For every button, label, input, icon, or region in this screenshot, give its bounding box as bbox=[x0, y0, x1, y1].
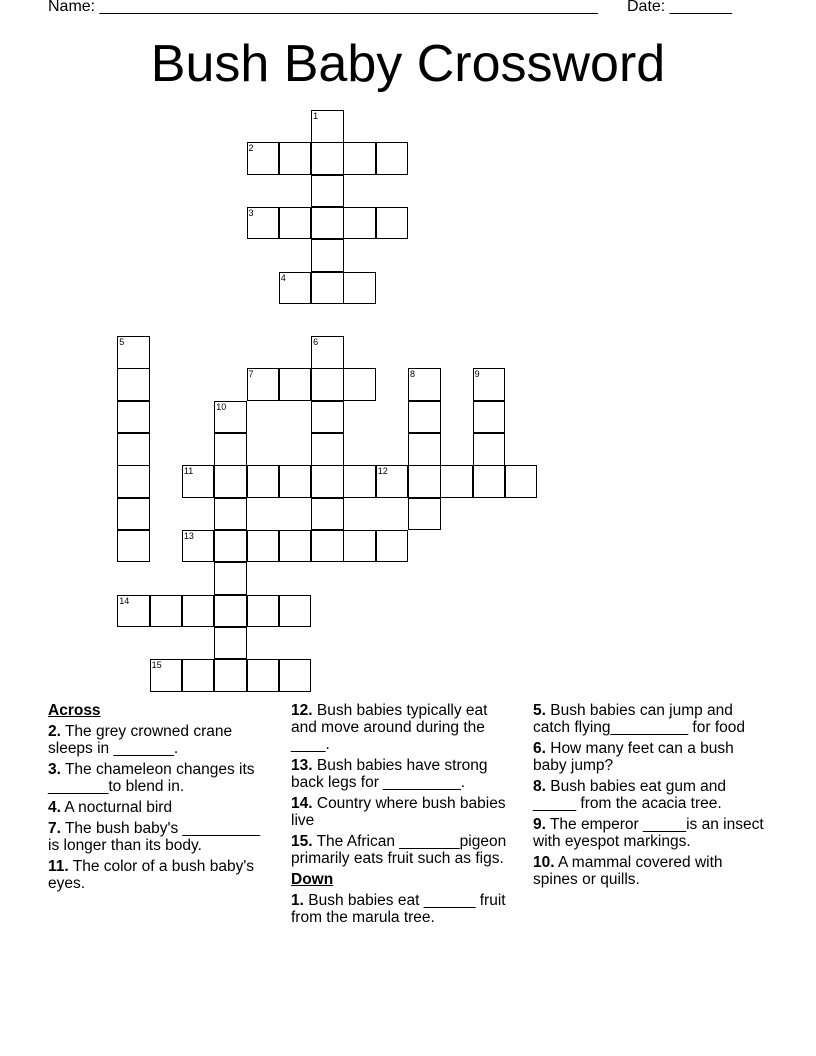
grid-cell[interactable] bbox=[279, 272, 312, 305]
grid-cell[interactable] bbox=[473, 433, 506, 466]
grid-cell[interactable] bbox=[214, 627, 247, 660]
clues-column-3 bbox=[533, 702, 768, 892]
grid-cell[interactable] bbox=[376, 142, 409, 175]
grid-cell[interactable] bbox=[343, 207, 376, 240]
grid-cell[interactable] bbox=[214, 401, 247, 434]
grid-cell[interactable] bbox=[376, 530, 409, 563]
grid-cell[interactable] bbox=[117, 401, 150, 434]
grid-cell[interactable] bbox=[311, 368, 344, 401]
grid-cell[interactable] bbox=[214, 659, 247, 692]
clue bbox=[48, 820, 273, 854]
clue bbox=[533, 778, 768, 812]
grid-cell[interactable] bbox=[182, 465, 215, 498]
grid-cell[interactable] bbox=[279, 207, 312, 240]
grid-cell[interactable] bbox=[150, 659, 183, 692]
grid-cell[interactable] bbox=[343, 142, 376, 175]
grid-cell[interactable] bbox=[214, 433, 247, 466]
clues-column-1 bbox=[48, 702, 273, 896]
page-title: Bush Baby Crossword bbox=[150, 35, 666, 93]
grid-cell[interactable] bbox=[311, 401, 344, 434]
clue-number: 6. bbox=[533, 740, 546, 757]
clue-number: 8. bbox=[533, 778, 546, 795]
grid-cell[interactable] bbox=[408, 433, 441, 466]
grid-cell[interactable] bbox=[440, 465, 473, 498]
clue bbox=[291, 833, 516, 867]
clue-number: 1 bbox=[313, 111, 319, 121]
grid-cell[interactable] bbox=[117, 368, 150, 401]
clue-text: Country where bush babies live bbox=[291, 795, 506, 829]
clue-number: 12 bbox=[377, 466, 388, 477]
grid-cell[interactable] bbox=[311, 336, 344, 369]
grid-cell[interactable] bbox=[376, 465, 409, 498]
clue-text: The chameleon changes its _______to blend in. bbox=[48, 761, 255, 795]
clue-number: 5 bbox=[119, 337, 125, 348]
grid-cell[interactable] bbox=[279, 595, 312, 628]
clue bbox=[48, 858, 273, 892]
clue-number: 2 bbox=[248, 143, 254, 154]
grid-cell[interactable] bbox=[247, 368, 280, 401]
grid-cell[interactable] bbox=[473, 368, 506, 401]
clue-text: The color of a bush baby's eyes. bbox=[48, 858, 255, 892]
grid-cell[interactable] bbox=[311, 465, 344, 498]
grid-cell[interactable] bbox=[311, 175, 344, 208]
clue-number: 11 bbox=[183, 466, 194, 477]
clue-number: 10. bbox=[533, 854, 555, 871]
grid-cell[interactable] bbox=[473, 465, 506, 498]
grid-cell[interactable] bbox=[247, 465, 280, 498]
grid-cell[interactable] bbox=[505, 465, 538, 498]
grid-cell[interactable] bbox=[214, 465, 247, 498]
grid-cell[interactable] bbox=[117, 336, 150, 369]
grid-cell[interactable] bbox=[311, 207, 344, 240]
clue bbox=[533, 740, 768, 774]
grid-cell[interactable] bbox=[343, 465, 376, 498]
clue-text: The African _______pigeon primarily eats fruit such as figs. bbox=[291, 833, 507, 867]
grid-cell[interactable] bbox=[182, 595, 215, 628]
clue-text: How many feet can a bush baby jump? bbox=[533, 740, 734, 774]
clue-number: 9. bbox=[533, 816, 546, 833]
clue-number: 7 bbox=[248, 369, 254, 380]
clue-text: A nocturnal bird bbox=[60, 799, 173, 816]
grid-cell[interactable] bbox=[311, 272, 344, 305]
grid-cell[interactable] bbox=[408, 498, 441, 531]
clue-number: 15. bbox=[291, 833, 313, 850]
clue-number: 6 bbox=[313, 337, 319, 348]
grid-cell[interactable] bbox=[247, 659, 280, 692]
grid-cell[interactable] bbox=[247, 595, 280, 628]
grid-cell[interactable] bbox=[117, 530, 150, 563]
grid-cell[interactable] bbox=[408, 401, 441, 434]
grid-cell[interactable] bbox=[311, 498, 344, 531]
clues-column-2 bbox=[291, 702, 516, 930]
clue-number: 15 bbox=[151, 660, 162, 671]
clue bbox=[533, 854, 768, 888]
down-heading: Down bbox=[291, 871, 334, 888]
grid-cell[interactable] bbox=[311, 239, 344, 272]
clue-number: 13 bbox=[183, 530, 194, 541]
clue bbox=[291, 892, 516, 926]
clue-number: 4. bbox=[48, 799, 61, 816]
grid-cell[interactable] bbox=[376, 207, 409, 240]
clue-text: Bush babies can jump and catch flying_________ for food bbox=[533, 702, 745, 736]
clue-number: 2. bbox=[48, 723, 61, 740]
clue-text: Bush babies typically eat and move around during the ____. bbox=[291, 702, 488, 753]
grid-cell[interactable] bbox=[214, 530, 247, 563]
clue bbox=[291, 795, 516, 829]
grid-cell[interactable] bbox=[214, 562, 247, 595]
grid-cell[interactable] bbox=[343, 530, 376, 563]
grid-cell[interactable] bbox=[311, 530, 344, 563]
clue-number: 8 bbox=[410, 369, 416, 380]
clue-text: The emperor _____is an insect with eyespot markings. bbox=[533, 816, 764, 850]
clue-number: 12. bbox=[291, 702, 313, 719]
clue bbox=[48, 723, 273, 757]
clue bbox=[533, 702, 768, 736]
grid-cell[interactable] bbox=[311, 110, 344, 143]
grid-cell[interactable] bbox=[311, 433, 344, 466]
clue-number: 10 bbox=[216, 401, 227, 412]
grid-cell[interactable] bbox=[279, 530, 312, 563]
clue-number: 14 bbox=[119, 595, 130, 606]
clue-number: 4 bbox=[280, 272, 286, 283]
clue-number: 7. bbox=[48, 820, 61, 837]
clue-number: 14. bbox=[291, 795, 313, 812]
clue bbox=[533, 816, 768, 850]
grid-cell[interactable] bbox=[279, 465, 312, 498]
grid-cell[interactable] bbox=[247, 142, 280, 175]
clue-number: 3 bbox=[248, 207, 254, 218]
date-field-label[interactable]: Date: _______ bbox=[627, 0, 732, 15]
grid-cell[interactable] bbox=[117, 465, 150, 498]
clue-number: 13. bbox=[291, 757, 313, 774]
clue-text: Bush babies eat gum and _____ from the acacia tree. bbox=[533, 778, 727, 812]
grid-cell[interactable] bbox=[343, 368, 376, 401]
grid-cell[interactable] bbox=[279, 142, 312, 175]
clue-number: 11. bbox=[48, 858, 69, 875]
clue-text: A mammal covered with spines or quills. bbox=[533, 854, 723, 888]
grid-cell[interactable] bbox=[117, 433, 150, 466]
grid-cell[interactable] bbox=[408, 465, 441, 498]
grid-cell[interactable] bbox=[150, 595, 183, 628]
grid-cell[interactable] bbox=[247, 207, 280, 240]
grid-cell[interactable] bbox=[311, 142, 344, 175]
grid-cell[interactable] bbox=[214, 595, 247, 628]
grid-cell[interactable] bbox=[473, 401, 506, 434]
grid-cell[interactable] bbox=[182, 530, 215, 563]
clue-text: The bush baby's _________ is longer than its body. bbox=[48, 820, 261, 854]
clue bbox=[291, 702, 516, 753]
grid-cell[interactable] bbox=[343, 272, 376, 305]
clue-number: 3. bbox=[48, 761, 61, 778]
grid-cell[interactable] bbox=[247, 530, 280, 563]
clue-text: The grey crowned crane sleeps in _______. bbox=[48, 723, 233, 757]
clue-number: 9 bbox=[474, 369, 480, 380]
grid-cell[interactable] bbox=[279, 368, 312, 401]
clue-number: 5. bbox=[533, 702, 546, 719]
clue bbox=[291, 757, 516, 791]
grid-cell[interactable] bbox=[408, 368, 441, 401]
clue bbox=[48, 799, 273, 816]
name-field-label[interactable]: Name: ________________________________________________________ bbox=[48, 0, 598, 15]
across-heading: Across bbox=[48, 702, 101, 719]
clue-text: Bush babies eat ______ fruit from the marula tree. bbox=[291, 892, 506, 926]
grid-cell[interactable] bbox=[117, 595, 150, 628]
grid-cell[interactable] bbox=[214, 498, 247, 531]
clue-text: Bush babies have strong back legs for _________. bbox=[291, 757, 488, 791]
clue bbox=[48, 761, 273, 795]
grid-cell[interactable] bbox=[279, 659, 312, 692]
clue-number: 1. bbox=[291, 892, 304, 909]
grid-cell[interactable] bbox=[117, 498, 150, 531]
grid-cell[interactable] bbox=[182, 659, 215, 692]
